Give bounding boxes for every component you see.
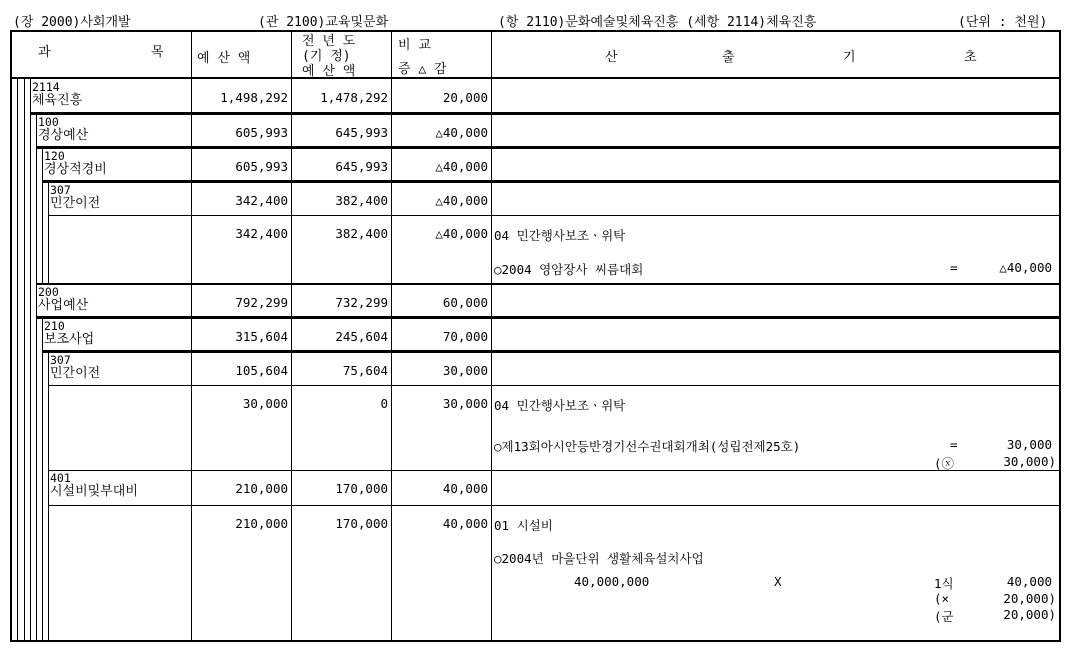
row-prev-budget: 645,993 [335, 125, 388, 140]
col-header-compare-2: 증 △ 감 [398, 62, 447, 77]
detail-3-sub1-amount: 20,000) [1003, 591, 1056, 606]
row-code: 120 [44, 149, 65, 163]
col-header-basis-3: 기 [843, 50, 856, 65]
row-prev-budget: 382,400 [335, 226, 388, 241]
row-prev-budget: 382,400 [335, 193, 388, 208]
row-difference: 30,000 [442, 396, 488, 411]
row-difference: 60,000 [442, 295, 488, 310]
row-name: 민간이전 [50, 366, 101, 381]
row-name: 경상적경비 [44, 162, 107, 177]
nest-line-4b [36, 284, 37, 642]
row-sep-3 [42, 180, 1061, 183]
col-header-subject-1: 과 [38, 45, 51, 60]
row-sep-2 [36, 146, 1061, 149]
detail-1-eq: = [950, 260, 958, 275]
row-budget: 210,000 [235, 481, 288, 496]
col-header-prev-3: 예 산 액 [302, 64, 356, 79]
row-prev-budget: 1,478,292 [320, 90, 388, 105]
nest-line-5b [42, 318, 43, 642]
row-code: 100 [38, 115, 59, 129]
table-border-left [10, 30, 12, 642]
col-header-basis-1: 산 [605, 50, 618, 65]
nest-line-1 [17, 79, 18, 642]
row-budget: 105,604 [235, 363, 288, 378]
detail-3-item: ○2004년 마을단위 생활체육설치사업 [494, 551, 704, 566]
detail-3-amount: 40,000 [1006, 574, 1052, 589]
detail-3-sub2-label: (군 [934, 609, 954, 624]
nest-line-6b [48, 352, 49, 642]
table-border-bottom [10, 640, 1061, 642]
col-header-prev-2: (기 정) [302, 49, 351, 64]
detail-2-sub-amount: 30,000) [1003, 454, 1056, 469]
row-difference: 20,000 [442, 90, 488, 105]
detail-1-amount: △40,000 [999, 260, 1052, 275]
row-budget: 605,993 [235, 159, 288, 174]
col-header-subject-2: 목 [151, 45, 164, 60]
row-prev-budget: 0 [380, 396, 388, 411]
row-name: 시설비및부대비 [50, 484, 138, 499]
row-budget: 342,400 [235, 226, 288, 241]
row-difference: △40,000 [435, 125, 488, 140]
row-name: 민간이전 [50, 196, 101, 211]
row-prev-budget: 245,604 [335, 329, 388, 344]
row-difference: △40,000 [435, 159, 488, 174]
nest-line-2 [24, 79, 25, 642]
row-code: 307 [50, 353, 71, 367]
header-divider [10, 77, 1061, 79]
nest-line-4 [36, 114, 37, 284]
detail-2-eq: = [950, 437, 958, 452]
table-border-right [1059, 30, 1061, 642]
row-sep-1 [30, 112, 1061, 115]
row-prev-budget: 732,299 [335, 295, 388, 310]
row-sep-10 [48, 505, 1061, 506]
detail-2-item: ○제13회아시안등반경기선수권대회개최(성립전제25호) [494, 439, 801, 454]
row-code: 401 [50, 471, 71, 485]
row-code: 200 [38, 285, 59, 299]
row-budget: 342,400 [235, 193, 288, 208]
row-prev-budget: 170,000 [335, 516, 388, 531]
detail-3-multiply: X [774, 574, 782, 589]
detail-1-item: ○2004 영암장사 씨름대회 [494, 262, 644, 277]
table-border-top [10, 30, 1060, 32]
row-prev-budget: 75,604 [342, 363, 388, 378]
detail-3-qty: 1식 [934, 576, 954, 591]
detail-2-title: 04 민간행사보조ㆍ위탁 [494, 398, 626, 413]
row-prev-budget: 170,000 [335, 481, 388, 496]
row-sep-7 [42, 350, 1061, 353]
row-budget: 1,498,292 [220, 90, 288, 105]
col-header-budget: 예 산 액 [197, 51, 251, 66]
row-budget: 210,000 [235, 516, 288, 531]
row-budget: 30,000 [242, 396, 288, 411]
detail-2-amount: 30,000 [1006, 437, 1052, 452]
row-sep-6 [36, 316, 1061, 319]
detail-3-sub2-amount: 20,000) [1003, 607, 1056, 622]
detail-1-title: 04 민간행사보조ㆍ위탁 [494, 228, 626, 243]
chapter-label: (장 2000)사회개발 [13, 15, 131, 30]
row-budget: 792,299 [235, 295, 288, 310]
row-name: 보조사업 [44, 332, 95, 347]
col-header-prev-1: 전 년 도 [302, 34, 356, 49]
nest-line-3 [30, 79, 31, 642]
row-prev-budget: 645,993 [335, 159, 388, 174]
row-difference: 30,000 [442, 363, 488, 378]
detail-3-title: 01 시설비 [494, 518, 553, 533]
detail-3-sub1-label: (× [934, 591, 950, 606]
col-header-basis-4: 초 [964, 50, 977, 65]
row-sep-9 [48, 470, 1061, 471]
nest-line-6 [48, 182, 49, 284]
row-sep-8 [48, 385, 1061, 386]
row-name: 체육진흥 [32, 93, 83, 108]
detail-2-sub-label: (ⓧ [934, 456, 955, 471]
row-difference: 70,000 [442, 329, 488, 344]
row-code: 210 [44, 319, 65, 333]
row-sep-4 [48, 215, 1061, 216]
row-difference: △40,000 [435, 193, 488, 208]
section-label: (관 2100)교육및문화 [258, 15, 389, 30]
nest-line-5 [42, 148, 43, 284]
row-difference: 40,000 [442, 481, 488, 496]
col-header-compare-1: 비 교 [398, 38, 431, 53]
row-difference: 40,000 [442, 516, 488, 531]
unit-label: (단위 : 천원) [958, 15, 1048, 30]
row-budget: 605,993 [235, 125, 288, 140]
row-code: 2114 [32, 80, 60, 94]
row-name: 사업예산 [38, 298, 89, 313]
row-difference: △40,000 [435, 226, 488, 241]
detail-3-price: 40,000,000 [574, 574, 650, 589]
col-header-basis-2: 출 [722, 50, 735, 65]
row-name: 경상예산 [38, 128, 89, 143]
col-divider-4 [491, 30, 492, 642]
row-sep-5 [36, 283, 1061, 285]
item-label: (항 2110)문화예술및체육진흥 (세항 2114)체육진흥 [498, 15, 817, 30]
row-code: 307 [50, 183, 71, 197]
row-budget: 315,604 [235, 329, 288, 344]
